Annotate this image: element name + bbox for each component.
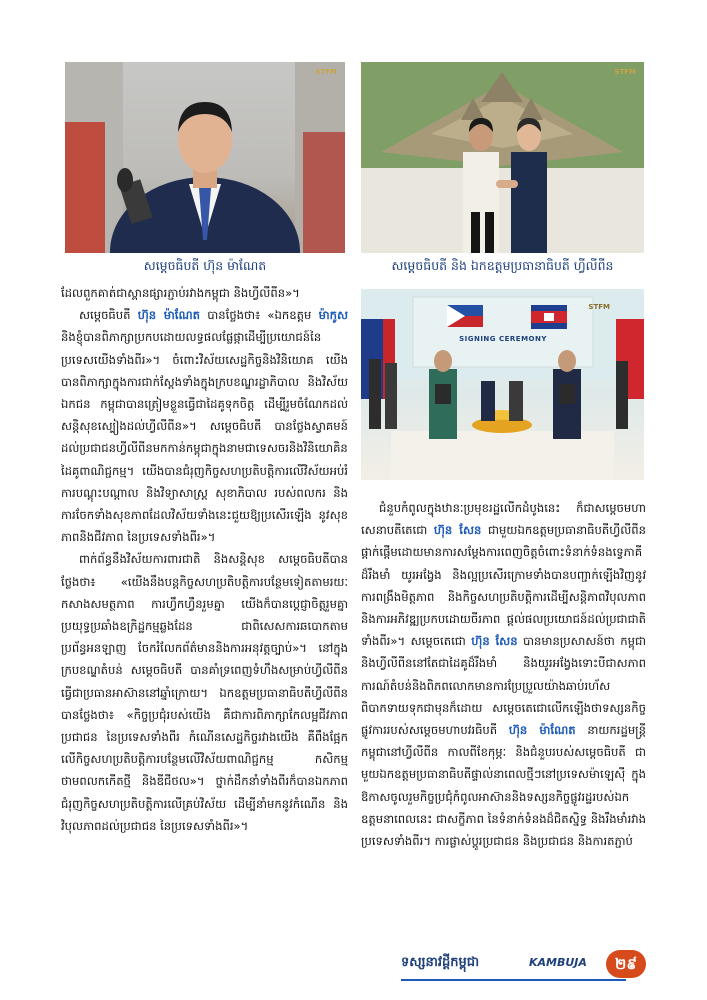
watermark: STFM xyxy=(588,303,610,311)
caption-photo-1: សម្តេចធិបតី ហ៊ុន ម៉ាណែត xyxy=(143,258,267,273)
caption-photo-2: សម្តេចធិបតី និង ឯកឧត្តមប្រធានាធិបតី ហ្វីលីពីន xyxy=(391,258,614,273)
speaker-illustration xyxy=(65,62,345,253)
text: នាយករដ្ឋមន្ត្រីកម្ពុជានៅហ្វីលីពីន កាលពីខែកុម្ភៈ និងជំនួបរបស់សម្តេចធិបតី ជាមួយឯកឧត្តមប្រធានាធិបតីផ្ទាល់នាពេលថ្មីៗនៅប្រទេសម៉ាឡេស៊ី ក្នុងឱកាសចូលរួមកិច្ចប្រជុំកំពូលអាស៊ាននិងទស្សនកិច្ចផ្លូវរដ្ឋរបស់ឯកឧត្តមនាពេលនេះ ជាសក្ខីភាព នៃទំនាក់ទំនងដ៏ជិតស្និទ្ធ និងរឹងមាំរវាងប្រទេសទាំងពីរ។ ការផ្លាស់ប្តូរប្រជាជន និងប្រជាជន និងការតភ្ជាប់ xyxy=(361,723,646,849)
highlighted-name: ហ៊ុន សែន xyxy=(433,523,482,538)
watermark: STFM xyxy=(315,68,337,76)
ceremony-banner: SIGNING CEREMONY xyxy=(459,335,547,343)
philippines-flag xyxy=(447,305,483,327)
highlighted-name: ហ៊ុន សែន xyxy=(471,634,518,649)
text: និងខ្ញុំបានពិភាក្សាប្រកបដោយលទ្ធផលផ្លែផ្កាដើម្បីប្រយោជន៍នៃប្រទេសយើងទាំងពីរ»។ ចំពោះវិស័យសេដ្ឋកិច្ចនិងវិនិយោគ យើងបានពិភាក្សាក្នុងការជាក់ស្តែងទាំងក្នុងក្របខណ្ឌរដ្ឋាភិបាល និងវិស័យឯកជន កម្ពុជាបានត្រៀមខ្លួនធ្វើជាដៃគូទុកចិត្ត ដើម្បីរួមចំណែកដល់សន្តិសុខស្បៀងដល់ហ្វីលីពីន»។ សម្តេចធិបតី បានថ្លែងស្វាគមន៍ ដល់ប្រជាជនហ្វីលីពីនមកកាន់កម្ពុជាក្នុងនាមជាទេសចរនិងវិនិយោគិន ដៃគូពាណិជ្ជកម្ម។ យើងបានជំរុញកិច្ចសហប្រតិបត្តិការលើវិស័យអប់រំ ការបណ្តុះបណ្តាល និងវិទ្យាសាស្ត្រ សុខាភិបាល របស់ពលករ និងការចែកទាំងសុខភាពដែលវិស័យទាំងនេះជួយឱ្យប្រសើរឡើង នូវសុខភាពនិងជីវភាព នៃប្រទេសទាំងពីរ»។ xyxy=(61,330,348,545)
handshake-illustration xyxy=(361,62,644,253)
left-column xyxy=(61,282,348,942)
paragraph: ពាក់ព័ន្ធនឹងវិស័យការពារជាតិ និងសន្តិសុខ សម្តេចធិបតីបានថ្លែងថា៖ «យើងនឹងបន្តកិច្ចសហប្រតិបត្តិការបន្ថែមទៀតតាមរយៈកសាងសមត្ថភាព ការហ្វឹកហ្វឺនរួមគ្នា យើងក៏បានប្តេជ្ញាចិត្តរួមគ្នា ប្រយុទ្ធប្រឆាំងឧក្រិដ្ឋកម្មឆ្លងដែន ជាពិសេសការឆបោកតាមប្រព័ន្ធអនឡាញ ចែករំលែកព័ត៌មាននិងការអនុវត្តច្បាប់»។ នៅក្នុងក្របខណ្ឌតំបន់ សម្តេចធិបតី បានគាំទ្រពេញទំហឹងសម្រាប់ហ្វីលីពីន ធ្វើជាប្រធានអាស៊ាននៅឆ្នាំក្រោយ។ ឯកឧត្តមប្រធានាធិបតីហ្វីលីពីន បានថ្លែងថា៖ «កិច្ចប្រជុំរបស់យើង គឺជាការពិភាក្សាកែលម្អជីវភាពប្រជាជន នៃប្រទេសទាំងពីរ កំណើនសេដ្ឋកិច្ចរវាងយើង គឺពឹងផ្អែកលើកិច្ចសហប្រតិបត្តិការបន្ថែមលើវិស័យពាណិជ្ជកម្ម កសិកម្ម ថាមពលកកើតថ្មី និងឌីជីថល»។ ថ្នាក់ដឹកនាំទាំងពីរក៏បានឯកភាពជំរុញកិច្ចសហប្រតិបត្តិការលើគ្រប់វិស័យ ដើម្បីនាំមកនូវកំណើន និងវិបុលភាពដល់ប្រជាជន នៃប្រទេសទាំងពីរ»។ xyxy=(61,552,348,833)
footer-rule xyxy=(401,979,626,981)
photo-leaders-handshake xyxy=(361,62,644,253)
text: សម្តេចធិបតី xyxy=(79,308,138,323)
cambodia-flag xyxy=(531,305,567,329)
text: បានមានប្រសាសន៍ថា កម្ពុជានិងហ្វីលីពីននៅតែជាដៃគូដ៏រឹងមាំ និងយូរអង្វែងទោះបីជាសភាពការណ៍តំបន់និងពិភពលោកមានការប្រែប្រួលយ៉ាងឆាប់រហ័ស ពិបាកទាយទុកជាមុនក៏ដោយ សម្តេចតេជោលើកឡើងថាទស្សនកិច្ចផ្លូវការរបស់សម្តេចមហាបវរធិបតី xyxy=(361,634,646,738)
text: ជាមួយឯកឧត្តមប្រធានាធិបតីហ្វីលីពីន ផ្តាក់ផ្តើមដោយមានការសម្តែងការពេញចិត្តចំពោះទំនាក់ទំនងទ្វេភាគីដ៏រឹងមាំ យូរអង្វែង និងល្អប្រសើរក្រោមទាំងបានបញ្ជាក់ឡើងវិញនូវការពង្រឹងមិត្តភាព និងកិច្ចសហប្រតិបត្តិការដើម្បីសន្តិភាពវិបុលភាព និងការអភិវឌ្ឍប្រកបដោយចីរភាព ផ្តល់ផលប្រយោជន៍ដល់ប្រជាជាតិទាំងពីរ»។ សម្តេចតេជោ xyxy=(361,523,646,649)
photo-signing-ceremony xyxy=(361,289,644,480)
right-column xyxy=(361,497,646,942)
text: ជំនួបកំពូលក្នុងឋានៈប្រមុខរដ្ឋលើកដំបូងនេះ ក៏ជាសម្តេចមហាសេនាបតីតេជោ xyxy=(361,501,646,538)
magazine-title-english: KAMBUJA xyxy=(529,956,587,969)
magazine-title-khmer: ទស្សនាវដ្តីកម្ពុជា xyxy=(401,955,480,970)
ceremony-illustration xyxy=(361,289,644,480)
page-footer xyxy=(401,948,646,986)
paragraph xyxy=(61,304,348,548)
paragraph: ដែលពួកគាត់ជាស្ពានផ្សារភ្ជាប់រវាងកម្ពុជា និងហ្វីលីពីន»។ xyxy=(61,286,300,300)
photo-prime-minister-speech xyxy=(65,62,345,253)
paragraph xyxy=(361,497,646,852)
page-number: ២៩ xyxy=(606,950,646,978)
highlighted-name: ម៉ាកូស xyxy=(318,308,348,323)
text: បានថ្លែងថា៖ «ឯកឧត្តម xyxy=(200,308,319,323)
watermark: STFM xyxy=(614,68,636,76)
highlighted-name: ហ៊ុន ម៉ាណែត xyxy=(137,308,200,323)
highlighted-name: ហ៊ុន ម៉ាណែត xyxy=(508,723,576,738)
